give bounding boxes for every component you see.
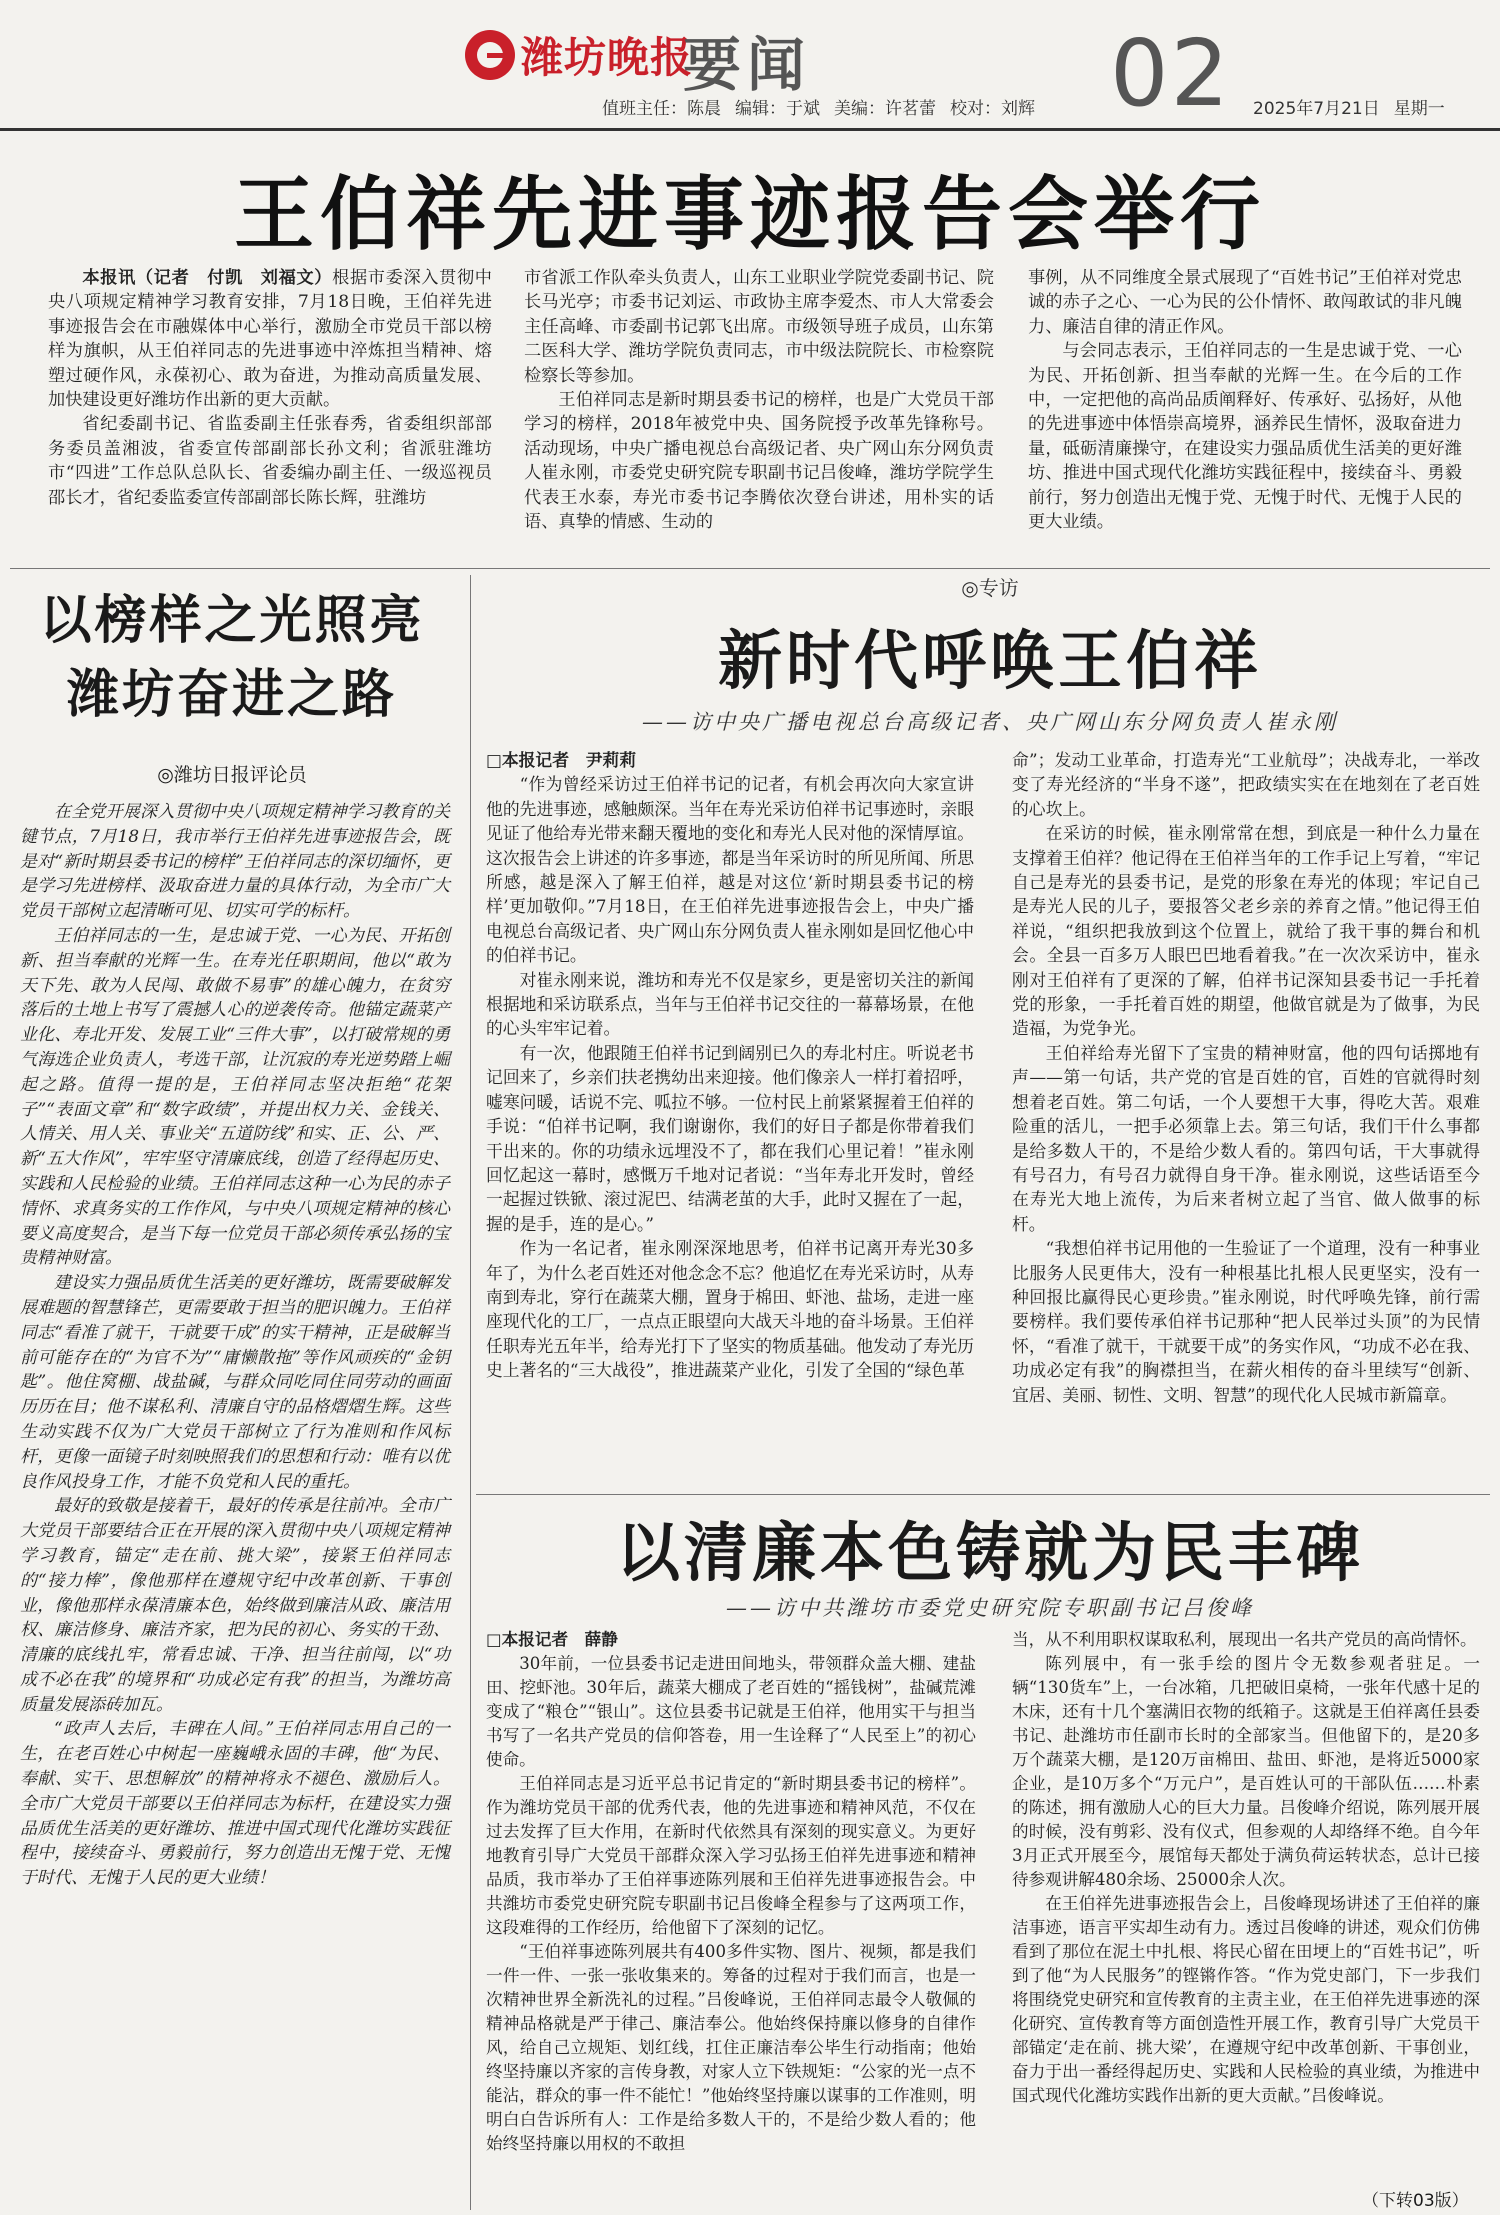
continue-note[interactable]: （下转03版） [1362, 2191, 1469, 2211]
lead-column-1 [48, 266, 492, 510]
editorial-body [20, 800, 450, 1891]
interview1-paragraph: 王伯祥给寿光留下了宝贵的精神财富，他的四句话掷地有声——第一句话，共产党的官是百姓的官，百姓的官就得时刻想着老百姓。第二句话，一个人要想干大事，得吃大苦。艰难险重的活儿，一把手必须靠上去。第三句话，我们干什么事都是给多数人干的，不是给少数人看的。第四句话，干大事就得有号召力，有号召力就得自身干净。崔永刚说，这些话语至今在寿光大地上流传，为后来者树立起了当官、做人做事的标杆。 [1012, 1042, 1480, 1234]
newspaper-logo-icon [465, 30, 515, 80]
lead-paragraph: 与会同志表示，王伯祥同志的一生是忠诚于党、一心为民、开拓创新、担当奉献的光辉一生。在今后的工作中，一定把他的高尚品质阐释好、传承好、弘扬好，从他的先进事迹中体悟崇高境界，涵养民生情怀，汲取奋进力量，砥砺清廉操守，在建设实力强品质优生活美的更好潍坊、推进中国式现代化潍坊实践征程中，接续奋斗、勇毅前行，努力创造出无愧于党、无愧于时代、无愧于人民的更大业绩。 [1028, 341, 1462, 533]
lead-headline: 王伯祥先进事迹报告会举行 [234, 168, 1266, 261]
lead-bottom-divider [10, 568, 1490, 569]
editorial-paragraph: “政声人去后，丰碑在人间。”王伯祥同志用自己的一生，在老百姓心中树起一座巍峨永固的丰碑，他“为民、奉献、实干、思想解放”的精神将永不褪色、激励后人。全市广大党员干部要以王伯祥同志为标杆，在建设实力强品质优生活美的更好潍坊、推进中国式现代化潍坊实践征程中，接续奋斗、勇毅前行，努力创造出无愧于党、无愧于时代、无愧于人民的更大业绩！ [20, 1719, 450, 1889]
interview2-column-1 [486, 1628, 976, 2156]
interview1-column-2 [1012, 748, 1480, 1407]
logo[interactable] [465, 24, 693, 86]
lead-byline: 本报讯（记者 付凯 刘福文） [82, 268, 333, 288]
date-text: 2025年7月21日 [1253, 99, 1380, 119]
lead-column-3 [1028, 266, 1462, 534]
lead-paragraph: 市省派工作队牵头负责人，山东工业职业学院党委副书记、院长马光亭；市委书记刘运、市政协主席李爱杰、市人大常委会主任高峰、市委副书记郭飞出席。市级领导班子成员，山东第二医科大学、潍坊学院负责同志，市中级法院院长、市检察院检察长等参加。 [524, 268, 994, 386]
interview-divider [476, 1494, 1490, 1495]
interview1-column-1 [486, 748, 974, 1383]
column-divider [470, 575, 471, 2210]
interview2-column-2 [1012, 1628, 1480, 2108]
interview-tag: ◎专访 [961, 576, 1019, 600]
editorial-paragraph: 在全党开展深入贯彻中央八项规定精神学习教育的关键节点，7月18日，我市举行王伯祥先进事迹报告会，既是对“新时期县委书记的榜样”王伯祥同志的深切缅怀，更是学习先进榜样、汲取奋进力量的具体行动，为全市广大党员干部树立起清晰可见、切实可学的标杆。 [20, 802, 450, 922]
interview1-paragraph: 有一次，他跟随王伯祥书记到阔别已久的寿北村庄。听说老书记回来了，乡亲们扶老携幼出来迎接。他们像亲人一样打着招呼，嘘寒问暖，话说不完、呱拉不够。一位村民上前紧紧握着王伯祥的手说：“伯祥书记啊，我们谢谢你，我们的好日子都是你带着我们干出来的。你的功绩永远埋没不了，都在我们心里记着！”崔永刚回忆起这一幕时，感慨万千地对记者说：“当年寿北开发时，曾经一起握过铁锨、滚过泥巴、结满老茧的大手，此时又握在了一起，握的是手，连的是心。” [486, 1042, 974, 1234]
interview2-subhead: ——访中共潍坊市委党史研究院专职副书记吕俊峰 [726, 1596, 1254, 1620]
interview2-paragraph: “王伯祥事迹陈列展共有400多件实物、图片、视频，都是我们一件一件、一张一张收集来的。筹备的过程对于我们而言，也是一次精神世界全新洗礼的过程。”吕俊峰说，王伯祥同志最令人敬佩的精神品格就是严于律己、廉洁奉公。他始终保持廉以修身的自律作风，给自己立规矩、划红线，扛住正廉洁奉公毕生行动指南；他始终坚持廉以齐家的言传身教，对家人立下铁规矩：“公家的光一点不能沾，群众的事一件不能忙！”他始终坚持廉以谋事的工作准则，明明白白告诉所有人：工作是给多数人干的，不是给少数人看的；他始终坚持廉以用权的不敢担 [486, 1942, 976, 2153]
editorial-headline [8, 584, 456, 732]
interview1-byline: □本报记者 尹莉莉 [486, 750, 637, 770]
masthead-divider [0, 128, 1500, 131]
interview2-paragraph: 当，从不利用职权谋取私利，展现出一名共产党员的高尚情怀。 [1012, 1630, 1477, 1649]
interview1-paragraph: “我想伯祥书记用他的一生验证了一个道理，没有一种事业比服务人民更伟大，没有一种根基比扎根人民更坚实，没有一种回报比赢得民心更珍贵。”崔永刚说，时代呼唤先锋，前行需要榜样。我们要传承伯祥书记那种“把人民举过头顶”的为民情怀，“看准了就干，干就要干成”的务实作风，“功成不必在我、功成必定有我”的胸襟担当，在薪火相传的奋斗里续写“创新、宜居、美丽、韧性、文明、智慧”的现代化人民城市新篇章。 [1012, 1238, 1480, 1405]
weekday-text: 星期一 [1393, 99, 1445, 119]
interview1-paragraph: 在采访的时候，崔永刚常常在想，到底是一种什么力量在支撑着王伯祥？他记得在王伯祥当年的工作手记上写着，“牢记自己是寿光的县委书记，是党的形象在寿光的体现；牢记自己是寿光人民的儿子，要报答父老乡亲的养育之情。”他记得王伯祥说，“组织把我放到这个位置上，就给了我干事的舞台和机会。全县一百多万人眼巴巴地看着我。”在一次次采访中，崔永刚对王伯祥有了更深的了解，伯祥书记深知县委书记一手托着党的形象，一手托着百姓的期望，他做官就是为了做事，为民造福，为党争光。 [1012, 823, 1480, 1039]
interview2-paragraph: 王伯祥同志是习近平总书记肯定的“新时期县委书记的榜样”。作为潍坊党员干部的优秀代表，他的先进事迹和精神风范，不仅在过去发挥了巨大作用，在新时代依然具有深刻的现实意义。为更好地教育引导广大党员干部群众深入学习弘扬王伯祥先进事迹和精神品质，我市举办了王伯祥事迹陈列展和王伯祥先进事迹报告会。中共潍坊市委党史研究院专职副书记吕俊峰全程参与了这两项工作，这段难得的工作经历，给他留下了深刻的记忆。 [486, 1774, 976, 1937]
interview2-paragraph: 30年前，一位县委书记走进田间地头，带领群众盖大棚、建盐田、挖虾池。30年后，蔬菜大棚成了老百姓的“摇钱树”，盐碱荒滩变成了“粮仓”“银山”。这位县委书记就是王伯祥，他用实干与担当书写了一名共产党员的信仰答卷，用一生诠释了“人民至上”的初心使命。 [486, 1654, 976, 1769]
interview2-paragraph: 在王伯祥先进事迹报告会上，吕俊峰现场讲述了王伯祥的廉洁事迹，语言平实却生动有力。透过吕俊峰的讲述，观众们仿佛看到了那位在泥土中扎根、将民心留在田埂上的“百姓书记”，听到了他“为人民服务”的铿锵作答。“作为党史部门，下一步我们将围绕党史研究和宣传教育的主责主业，在王伯祥先进事迹的深化研究、宣传教育等方面创造性开展工作，教育引导广大党员干部锚定‘走在前、挑大梁’，在遵规守纪中改革创新、干事创业，奋力于出一番经得起历史、实践和人民检验的真业绩，为推进中国式现代化潍坊实践作出新的更大贡献。”吕俊峰说。 [1012, 1894, 1480, 2105]
section-title: 要闻 [683, 31, 812, 99]
credit-editor: 编辑：于斌 [735, 99, 820, 119]
logo-text: 潍坊晚报 [521, 33, 694, 82]
issue-date [1253, 94, 1445, 119]
interview1-paragraph: 命”；发动工业革命，打造寿光“工业航母”；决战寿北，一举改变了寿光经济的“半身不遂”，把政绩实实在在地刻在了老百姓的心坎上。 [1012, 750, 1480, 819]
editorial-paragraph: 最好的致敬是接着干，最好的传承是往前冲。全市广大党员干部要结合正在开展的深入贯彻中央八项规定精神学习教育，锚定“走在前、挑大梁”，接紧王伯祥同志的“接力棒”，像他那样在遵规守纪中改革创新、干事创业，像他那样永葆清廉本色，始终做到廉洁从政、廉洁用权、廉洁修身、廉洁齐家，把为民的初心、务实的干劲、清廉的底线扎牢，常看忠诚、干净、担当往前闯，以“功成不必在我”的境界和“功成必定有我”的担当，为潍坊高质量发展添砖加瓦。 [20, 1496, 450, 1715]
editor-credits [602, 94, 1049, 119]
lead-paragraph: 事例，从不同维度全景式展现了“百姓书记”王伯祥对党忠诚的赤子之心、一心为民的公仆情怀、敢闯敢试的非凡魄力、廉洁自律的清正作风。 [1028, 268, 1462, 337]
lead-paragraph: 本报讯（记者 付凯 刘福文）根据市委深入贯彻中央八项规定精神学习教育安排，7月18日晚，王伯祥先进事迹报告会在市融媒体中心举行，激励全市党员干部以榜样为旗帜，从王伯祥同志的先进事迹中淬炼担当精神、熔塑过硬作风，永葆初心、敢为奋进，为推动高质量发展、加快建设更好潍坊作出新的更大贡献。 [48, 268, 492, 411]
lead-paragraph: 王伯祥同志是新时期县委书记的榜样，也是广大党员干部学习的榜样，2018年被党中央、国务院授予改革先锋称号。活动现场，中央广播电视总台高级记者、央广网山东分网负责人崔永刚，市委党史研究院专职副书记吕俊峰，潍坊学院学生代表王水泰，寿光市委书记李腾依次登台讲述，用朴实的话语、真挚的情感、生动的 [524, 390, 994, 533]
editorial-paragraph: 王伯祥同志的一生，是忠诚于党、一心为民、开拓创新、担当奉献的光辉一生。在寿光任职期间，他以“敢为天下先、敢为人民闯、敢做不易事”的雄心魄力，在贫穷落后的土地上书写了震撼人心的逆袭传奇。他锚定蔬菜产业化、寿北开发、发展工业“三件大事”，以打破常规的勇气海选企业负责人，考选干部，让沉寂的寿光逆势踏上崛起之路。值得一提的是，王伯祥同志坚决拒绝“花架子”“表面文章”和“数字政绩”，并提出权力关、金钱关、人情关、用人关、事业关“五道防线”和实、正、公、严、新“五大作风”，牢牢坚守清廉底线，创造了经得起历史、实践和人民检验的业绩。王伯祥同志这种一心为民的赤子情怀、求真务实的工作作风，与中央八项规定精神的核心要义高度契合，是当下每一位党员干部必须传承弘扬的宝贵精神财富。 [20, 925, 450, 1269]
editorial-headline-line: 潍坊奋进之路 [66, 665, 397, 725]
editorial-headline-line: 以榜样之光照亮 [39, 591, 425, 651]
interview2-byline: □本报记者 薛静 [486, 1630, 618, 1649]
interview1-paragraph: 对崔永刚来说，潍坊和寿光不仅是家乡，更是密切关注的新闻根据地和采访联系点，当年与王伯祥书记交往的一幕幕场景，在他的心头牢牢记着。 [486, 969, 974, 1039]
lead-paragraph: 省纪委副书记、省监委副主任张春秀，省委组织部部务委员盖湘波，省委宣传部副部长孙文利；省派驻潍坊市“四进”工作总队总队长、省委编办副主任、一级巡视员邵长才，省纪委监委宣传部副部长陈长辉，驻潍坊 [48, 414, 492, 508]
interview2-headline: 以清廉本色铸就为民丰碑 [616, 1517, 1364, 1591]
editorial-paragraph: 建设实力强品质优生活美的更好潍坊，既需要破解发展难题的智慧锋芒，更需要敢于担当的肥识魄力。王伯祥同志“看准了就干，干就要干成”的实干精神，正是破解当前可能存在的“为官不为”“庸懒散拖”等作风顽疾的“金钥匙”。他住窝棚、战盐碱，与群众同吃同住同劳动的画面历历在目；他不谋私利、清廉自守的品格熠熠生辉。这些生动实践不仅为广大党员干部树立了行为准则和作风标杆，更像一面镜子时刻映照我们的思想和行动：唯有以优良作风投身工作，才能不负党和人民的重托。 [20, 1273, 450, 1492]
lead-column-2 [524, 266, 994, 534]
interview1-paragraph: 作为一名记者，崔永刚深深地思考，伯祥书记离开寿光30多年了，为什么老百姓还对他念念不忘？他追忆在寿光采访时，从寿南到寿北，穿行在蔬菜大棚，置身于棉田、虾池、盐场，走进一座座现代化的工厂，一点点正眼望向大战天斗地的奋斗场景。王伯祥任职寿光五年半，给寿光打下了坚实的物质基础。他发动了寿光历史上著名的“三大战役”，推进蔬菜产业化，引发了全国的“绿色革 [486, 1238, 974, 1381]
credit-duty: 值班主任：陈晨 [602, 99, 721, 119]
credit-designer: 美编：许茗蕾 [834, 99, 936, 119]
interview2-paragraph: 陈列展中，有一张手绘的图片令无数参观者驻足。一辆“130货车”上，一台冰箱，几把破旧桌椅，一张年代感十足的木床，还有十几个塞满旧衣物的纸箱子。这就是王伯祥离任县委书记、赴潍坊市任副市长时的全部家当。但他留下的，是20多万个蔬菜大棚，是120万亩棉田、盐田、虾池，是将近5000家企业，是10万多个“万元户”，是百姓认可的干部队伍……朴素的陈述，拥有激励人心的巨大力量。吕俊峰介绍说，陈列展开展的时候，没有剪彩、没有仪式，但参观的人却络绎不绝。自今年3月正式开展至今，展馆每天都处于满负荷运转状态，总计已接待参观讲解480余场、25000余人次。 [1012, 1654, 1480, 1889]
interview1-headline: 新时代呼唤王伯祥 [718, 625, 1262, 699]
interview1-paragraph: “作为曾经采访过王伯祥书记的记者，有机会再次向大家宣讲他的先进事迹，感触颇深。当年在寿光采访伯祥书记事迹时，亲眼见证了他给寿光带来翻天覆地的变化和寿光人民对他的深情厚谊。这次报告会上讲述的许多事迹，都是当年采访时的所见所闻、所思所感，越是深入了解王伯祥，越是对这位‘新时期县委书记的榜样’更加敬仰。”7月18日，在王伯祥先进事迹报告会上，中央广播电视总台高级记者、央广网山东分网负责人崔永刚如是回忆他心中的伯祥书记。 [486, 774, 974, 966]
interview1-subhead: ——访中央广播电视总台高级记者、央广网山东分网负责人崔永刚 [642, 710, 1338, 734]
credit-proofreader: 校对：刘辉 [950, 99, 1035, 119]
editorial-author: ◎潍坊日报评论员 [157, 764, 307, 786]
page-number: 02 [1110, 20, 1232, 127]
